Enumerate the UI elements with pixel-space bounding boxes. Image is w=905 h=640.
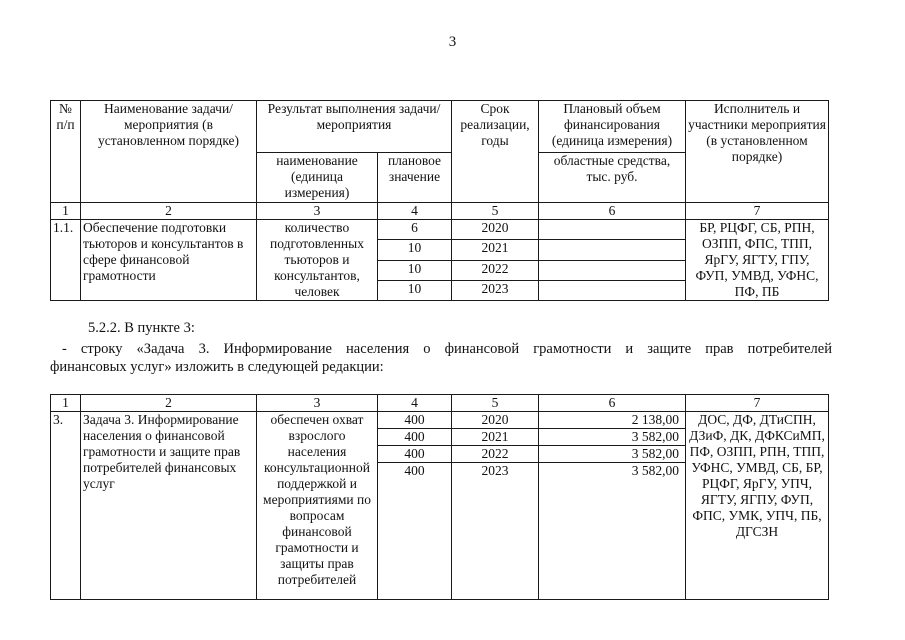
col-number: 7 bbox=[686, 203, 829, 220]
page-number: 3 bbox=[448, 34, 457, 50]
finance-cell: 3 582,00 bbox=[539, 446, 686, 463]
header-result: Результат выполнения задачи/мероприятия bbox=[257, 101, 452, 153]
planned-value: 400 bbox=[378, 463, 452, 480]
col-number: 1 bbox=[51, 395, 81, 412]
col-number: 7 bbox=[686, 395, 829, 412]
col-number: 4 bbox=[378, 395, 452, 412]
paragraph-instruction: - строку «Задача 3. Информирование населения о финансовой грамотности и защите прав потребителей bbox=[62, 341, 832, 357]
executors: БР, РЦФГ, СБ, РПН, ОЗПП, ФПС, ТПП, ЯрГУ, ЯГТУ, ГПУ, ФУП, УМВД, УФНС, ПФ, ПБ bbox=[686, 220, 829, 301]
col-number: 5 bbox=[452, 203, 539, 220]
col-number: 2 bbox=[81, 203, 257, 220]
planned-value: 400 bbox=[378, 446, 452, 463]
row-num: 3. bbox=[51, 412, 81, 600]
header-finance-sub: областные средства, тыс. руб. bbox=[539, 153, 686, 203]
col-number: 5 bbox=[452, 395, 539, 412]
year-cell: 2021 bbox=[452, 429, 539, 446]
planned-value: 400 bbox=[378, 412, 452, 429]
finance-cell bbox=[539, 240, 686, 260]
executors: ДОС, ДФ, ДТиСПН, ДЗиФ, ДК, ДФКСиМП, ПФ, ОЗПП, РПН, ТПП, УФНС, УМВД, СБ, БР, РЦФГ, ЯрГУ, УПЧ, ЯГТУ, ЯГПУ, ФУП, ФПС, УМК, УПЧ, ПБ, ДГСЗН bbox=[686, 412, 829, 600]
header-task-name: Наименование задачи/мероприятия (в установленном порядке) bbox=[81, 101, 257, 203]
year-cell: 2020 bbox=[452, 412, 539, 429]
planned-value: 6 bbox=[378, 220, 452, 240]
header-executor: Исполнитель и участники мероприятия (в установленном порядке) bbox=[686, 101, 829, 203]
finance-cell: 3 582,00 bbox=[539, 429, 686, 446]
col-number: 3 bbox=[257, 395, 378, 412]
finance-cell: 3 582,00 bbox=[539, 463, 686, 480]
indicator-name: количество подготовленных тьюторов и консультантов, человек bbox=[257, 220, 378, 301]
planned-value: 10 bbox=[378, 260, 452, 280]
col-number: 6 bbox=[539, 395, 686, 412]
year-cell: 2023 bbox=[452, 463, 539, 480]
col-number: 6 bbox=[539, 203, 686, 220]
planned-value: 400 bbox=[378, 429, 452, 446]
paragraph-section: 5.2.2. В пункте 3: bbox=[88, 320, 195, 336]
year-cell: 2023 bbox=[452, 280, 539, 300]
col-number: 4 bbox=[378, 203, 452, 220]
header-result-name: наименование (единица измерения) bbox=[257, 153, 378, 203]
col-number: 1 bbox=[51, 203, 81, 220]
year-cell: 2022 bbox=[452, 260, 539, 280]
table-tasks-header bbox=[50, 100, 829, 301]
year-cell: 2020 bbox=[452, 220, 539, 240]
header-result-value: плановое значение bbox=[378, 153, 452, 203]
header-finance: Плановый объем финансирования (единица измерения) bbox=[539, 101, 686, 153]
task-name: Обеспечение подготовки тьюторов и консультантов в сфере финансовой грамотности bbox=[81, 220, 257, 301]
planned-value: 10 bbox=[378, 280, 452, 300]
year-cell: 2021 bbox=[452, 240, 539, 260]
finance-cell bbox=[539, 280, 686, 300]
header-period: Срок реализации, годы bbox=[452, 101, 539, 203]
finance-cell: 2 138,00 bbox=[539, 412, 686, 429]
indicator-name: обеспечен охват взрослого населения консультационной поддержкой и мероприятиями по вопросам финансовой грамотности и защиты прав потребителей bbox=[257, 412, 378, 600]
task-name: Задача 3. Информирование населения о финансовой грамотности и защите прав потребителей финансовых услуг bbox=[81, 412, 257, 600]
finance-cell bbox=[539, 220, 686, 240]
year-cell: 2022 bbox=[452, 446, 539, 463]
col-number: 3 bbox=[257, 203, 378, 220]
header-num: № п/п bbox=[51, 101, 81, 203]
finance-cell bbox=[539, 260, 686, 280]
col-number: 2 bbox=[81, 395, 257, 412]
paragraph-instruction-cont: финансовых услуг» изложить в следующей редакции: bbox=[50, 359, 384, 375]
row-num: 1.1. bbox=[51, 220, 81, 301]
table-task3 bbox=[50, 394, 829, 600]
planned-value: 10 bbox=[378, 240, 452, 260]
